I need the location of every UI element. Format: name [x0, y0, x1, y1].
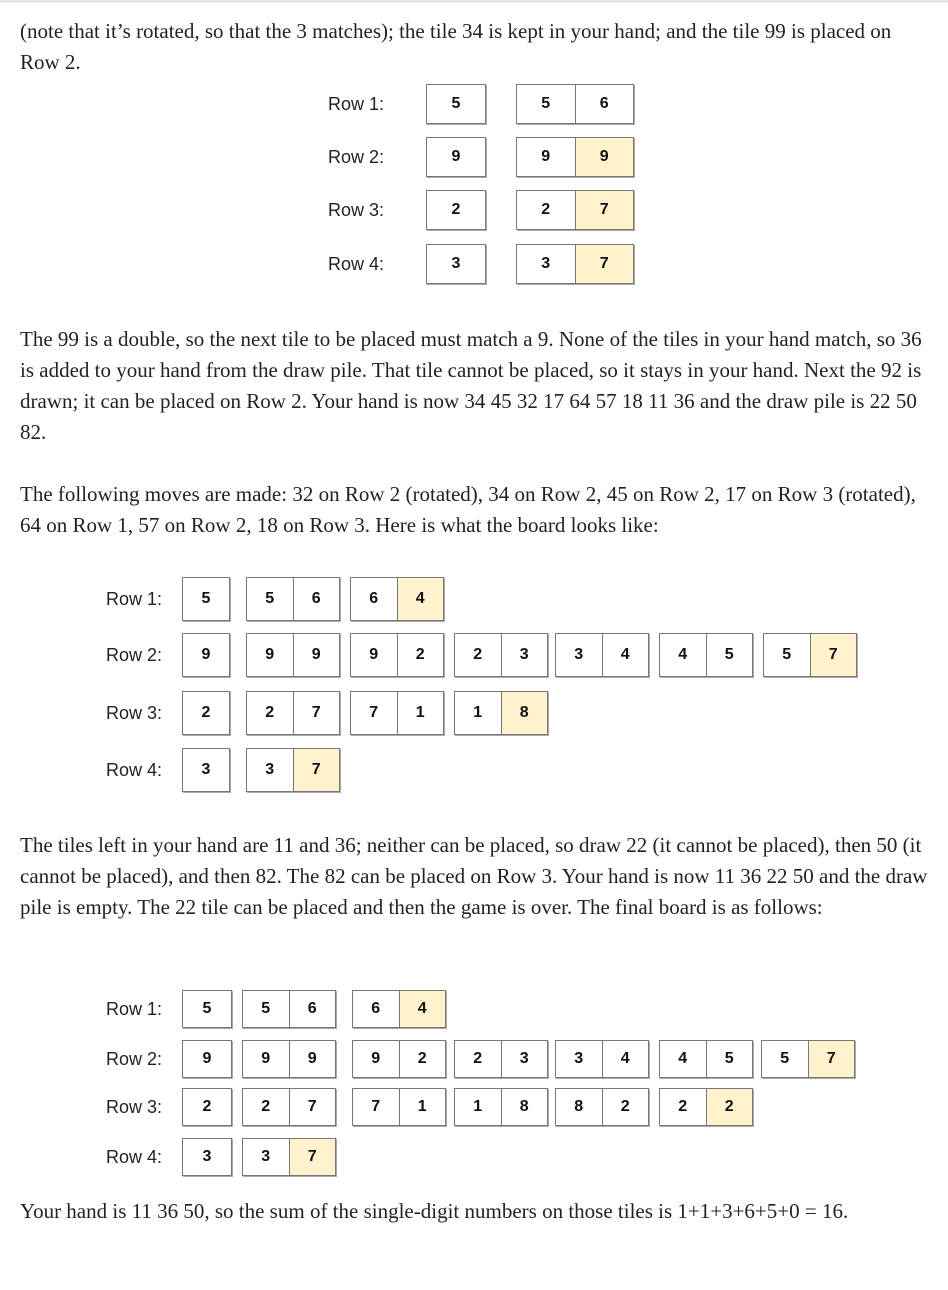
- domino-tile: [352, 1088, 446, 1126]
- domino-tile: [555, 1088, 649, 1126]
- domino-tile: [454, 1088, 548, 1126]
- tile-half: 2: [399, 1041, 446, 1077]
- tile-half: 4: [602, 634, 649, 676]
- domino-tile: [182, 748, 230, 792]
- tile-half: 9: [265, 646, 275, 663]
- tile-half: 9: [261, 1050, 271, 1067]
- domino-tile: [242, 990, 336, 1028]
- tile-half: 4: [602, 1041, 649, 1077]
- tile-half: 2: [451, 201, 461, 218]
- tile-half: 7: [575, 191, 634, 229]
- tile-half: 2: [397, 634, 444, 676]
- row-label: Row 3:: [328, 200, 385, 220]
- domino-tile: [350, 577, 444, 621]
- row-label: Row 2:: [106, 1049, 163, 1069]
- tile-half: 2: [261, 1098, 271, 1115]
- tile-half: 2: [202, 1098, 212, 1115]
- tile-half: 2: [473, 646, 483, 663]
- domino-tile: [182, 1040, 232, 1078]
- row-label: Row 4:: [106, 760, 163, 780]
- tile-half: 2: [541, 201, 551, 218]
- tile-half: 5: [261, 1000, 271, 1017]
- paragraph-4: The tiles left in your hand are 11 and 36; neither can be placed, so draw 22 (it cannot be placed), then 50 (it cannot be placed), and then 82. The 82 can be placed on Row 3. Your hand is now 11 36 22 50 and the draw pile is empty. The 22 tile can be placed and then the game is over. The final board is as follows:: [20, 833, 928, 919]
- row-label: Row 2:: [328, 147, 385, 167]
- tile-half: 7: [289, 1139, 336, 1175]
- paragraph-5: Your hand is 11 36 50, so the sum of the single-digit numbers on those tiles is 1+1+3+6+5+0 = 16.: [20, 1199, 849, 1223]
- tile-half: 9: [202, 1050, 212, 1067]
- domino-tile: [182, 633, 230, 677]
- tile-half: 5: [202, 1000, 212, 1017]
- domino-tile: [555, 1040, 649, 1078]
- domino-tile: [454, 633, 548, 677]
- tile-half: 1: [473, 1098, 483, 1115]
- domino-tile: [426, 137, 486, 177]
- tile-half: 4: [678, 1050, 688, 1067]
- tile-half: 2: [678, 1098, 688, 1115]
- tile-half: 6: [369, 590, 379, 607]
- paragraph-1: (note that it’s rotated, so that the 3 matches); the tile 34 is kept in your hand; and the tile 99 is placed on Row 2.: [20, 19, 892, 74]
- domino-tile: [516, 137, 634, 177]
- domino-tile: [182, 1138, 232, 1176]
- domino-tile: [516, 84, 634, 124]
- tile-half: 3: [202, 1148, 212, 1165]
- tile-half: 7: [371, 1098, 381, 1115]
- tile-half: 3: [265, 761, 275, 778]
- domino-tile: [246, 691, 340, 735]
- tile-half: 7: [808, 1041, 855, 1077]
- tile-half: 5: [541, 95, 551, 112]
- tile-half: 4: [399, 991, 446, 1027]
- tile-half: 7: [575, 245, 634, 283]
- tile-half: 3: [541, 255, 551, 272]
- domino-tile: [182, 990, 232, 1028]
- paragraph-2: The 99 is a double, so the next tile to be placed must match a 9. None of the tiles in your hand match, so 36 is added to your hand from the draw pile. That tile cannot be placed, so it stays in your hand. Next the 92 is drawn; it can be placed on Row 2. Your hand is now 34 45 32 17 64 57 18 11 36 and the draw pile is 22 50 82.: [20, 327, 922, 444]
- tile-half: 3: [451, 255, 461, 272]
- tile-half: 7: [369, 704, 379, 721]
- domino-tile: [182, 577, 230, 621]
- tile-half: 8: [501, 692, 548, 734]
- row-label: Row 3:: [106, 1097, 163, 1117]
- domino-tile: [659, 1088, 753, 1126]
- tile-half: 5: [451, 95, 461, 112]
- tile-half: 9: [575, 138, 634, 176]
- domino-tile: [659, 1040, 753, 1078]
- domino-tile: [426, 84, 486, 124]
- tile-half: 4: [678, 646, 688, 663]
- domino-tile: [426, 244, 486, 284]
- row-label: Row 1:: [106, 999, 163, 1019]
- row-label: Row 3:: [106, 703, 163, 723]
- tile-half: 3: [501, 1041, 548, 1077]
- tile-half: 7: [293, 692, 340, 734]
- domino-tile: [246, 633, 340, 677]
- tile-half: 5: [782, 646, 792, 663]
- tile-half: 2: [602, 1089, 649, 1125]
- domino-tile: [555, 633, 649, 677]
- domino-tile: [182, 691, 230, 735]
- row-label: Row 1:: [328, 94, 385, 114]
- domino-tile: [659, 633, 753, 677]
- tile-half: 7: [810, 634, 857, 676]
- domino-tile: [350, 691, 444, 735]
- tile-half: 3: [574, 1050, 584, 1067]
- domino-tile: [516, 190, 634, 230]
- paragraph-3: The following moves are made: 32 on Row 2 (rotated), 34 on Row 2, 45 on Row 2, 17 on Row 3 (rotated), 64 on Row 1, 57 on Row 2, 18 on Row 3. Here is what the board looks like:: [20, 482, 916, 537]
- domino-tile: [454, 1040, 548, 1078]
- domino-tile: [350, 633, 444, 677]
- domino-tile: [242, 1040, 336, 1078]
- domino-tile: [516, 244, 634, 284]
- tile-half: 3: [261, 1148, 271, 1165]
- tile-half: 1: [473, 704, 483, 721]
- row-label: Row 4:: [328, 254, 385, 274]
- tile-half: 9: [293, 634, 340, 676]
- tile-half: 6: [293, 578, 340, 620]
- tile-half: 5: [201, 590, 211, 607]
- domino-tile: [426, 190, 486, 230]
- tile-half: 9: [541, 148, 551, 165]
- tile-half: 6: [575, 85, 634, 123]
- tile-half: 8: [501, 1089, 548, 1125]
- tile-half: 3: [501, 634, 548, 676]
- row-label: Row 1:: [106, 589, 163, 609]
- tile-half: 5: [706, 1041, 753, 1077]
- tile-half: 9: [451, 148, 461, 165]
- tile-half: 1: [399, 1089, 446, 1125]
- row-label: Row 4:: [106, 1147, 163, 1167]
- domino-tile: [761, 1040, 855, 1078]
- domino-tile: [182, 1088, 232, 1126]
- domino-tile: [242, 1138, 336, 1176]
- tile-half: 5: [265, 590, 275, 607]
- tile-half: 6: [371, 1000, 381, 1017]
- tile-half: 9: [371, 1050, 381, 1067]
- tile-half: 5: [780, 1050, 790, 1067]
- row-label: Row 2:: [106, 645, 163, 665]
- domino-tile: [352, 990, 446, 1028]
- tile-half: 8: [574, 1098, 584, 1115]
- domino-tile: [246, 577, 340, 621]
- top-divider: [0, 0, 948, 3]
- tile-half: 5: [706, 634, 753, 676]
- tile-half: 7: [289, 1089, 336, 1125]
- tile-half: 1: [397, 692, 444, 734]
- tile-half: 2: [201, 704, 211, 721]
- tile-half: 2: [706, 1089, 753, 1125]
- domino-tile: [763, 633, 857, 677]
- tile-half: 3: [201, 761, 211, 778]
- tile-half: 9: [201, 646, 211, 663]
- domino-tile: [242, 1088, 336, 1126]
- tile-half: 2: [473, 1050, 483, 1067]
- tile-half: 2: [265, 704, 275, 721]
- domino-tile: [246, 748, 340, 792]
- tile-half: 9: [289, 1041, 336, 1077]
- tile-half: 7: [293, 749, 340, 791]
- tile-half: 4: [397, 578, 444, 620]
- tile-half: 9: [369, 646, 379, 663]
- domino-tile: [454, 691, 548, 735]
- tile-half: 3: [574, 646, 584, 663]
- tile-half: 6: [289, 991, 336, 1027]
- domino-tile: [352, 1040, 446, 1078]
